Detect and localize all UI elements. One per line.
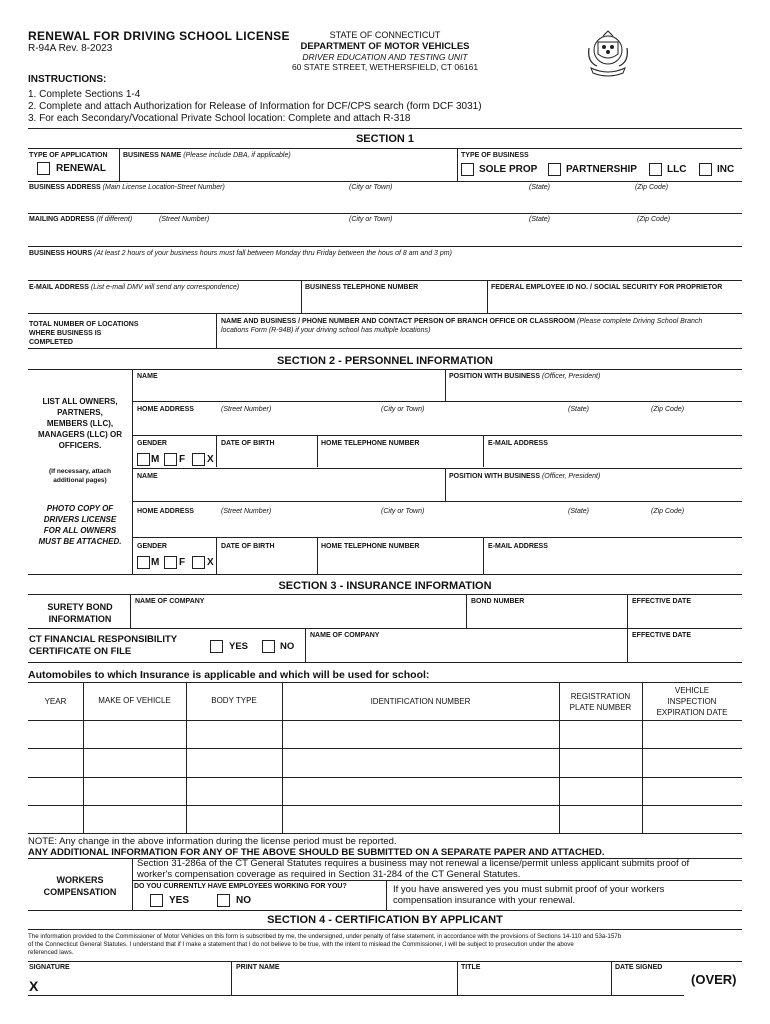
business-address-label: BUSINESS ADDRESS (Main License Location-Street Number) xyxy=(29,184,225,191)
person2-dob-input[interactable] xyxy=(219,553,315,571)
partnership-label: PARTNERSHIP xyxy=(566,164,637,175)
business-city-label: (City or Town) xyxy=(349,184,393,191)
person2-position-label: POSITION WITH BUSINESS (Officer, President) xyxy=(449,473,601,480)
person2-gender-x-label: X xyxy=(207,557,214,568)
col-year: YEAR xyxy=(44,697,67,706)
fein-label: FEDERAL EMPLOYEE ID NO. / SOCIAL SECURITY FOR PROPRIETOR xyxy=(491,284,723,291)
section-2-title: SECTION 2 - PERSONNEL INFORMATION xyxy=(277,355,493,367)
employees-question: DO YOU CURRENTLY HAVE EMPLOYEES WORKING FOR YOU? xyxy=(134,883,347,890)
form-title: RENEWAL FOR DRIVING SCHOOL LICENSE xyxy=(28,29,290,43)
llc-label: LLC xyxy=(667,164,687,175)
instruction-item: 2. Complete and attach Authorization for Release of Information for DCF/CPS search (form DCF 3031) xyxy=(28,101,482,112)
person2-gender-f-checkbox[interactable] xyxy=(164,556,177,569)
vehicle-row[interactable] xyxy=(28,749,742,777)
print-name-label: PRINT NAME xyxy=(236,964,280,971)
person2-phone-label: HOME TELEPHONE NUMBER xyxy=(321,543,420,550)
mailing-address-label: MAILING ADDRESS (If different) xyxy=(29,216,133,223)
business-state-label: (State) xyxy=(529,184,551,191)
ct-financial-company-input[interactable] xyxy=(307,642,625,660)
person2-gender-m-checkbox[interactable] xyxy=(137,556,150,569)
mailing-state-label: (State) xyxy=(529,216,551,223)
person2-street-label: (Street Number) xyxy=(221,508,272,515)
branch-info-label: NAME AND BUSINESS / PHONE NUMBER AND CONTACT PERSON OF BRANCH OFFICE OR CLASSROOM (Please complete Driving School Branch locations Form (R-94B) if your driving school has multiple locations) xyxy=(221,318,703,334)
surety-effective-date-input[interactable] xyxy=(629,608,741,626)
employees-yes-label: YES xyxy=(169,895,190,906)
person1-email-label: E-MAIL ADDRESS xyxy=(488,440,548,447)
sole-prop-checkbox[interactable] xyxy=(461,163,474,176)
state-seal-icon xyxy=(583,28,633,80)
section-3-title: SECTION 3 - INSURANCE INFORMATION xyxy=(278,580,492,592)
type-of-application-label: TYPE OF APPLICATION xyxy=(29,152,108,159)
surety-company-label: NAME OF COMPANY xyxy=(135,598,205,605)
signature-input[interactable] xyxy=(45,974,228,994)
vehicle-row[interactable] xyxy=(28,806,742,833)
mailing-street-label: (Street Number) xyxy=(159,216,210,223)
business-phone-label: BUSINESS TELEPHONE NUMBER xyxy=(305,284,419,291)
automobiles-heading: Automobiles to which Insurance is applicable and which will be used for school: xyxy=(28,669,430,681)
surety-bond-label: SURETY BOND INFORMATION xyxy=(47,602,113,624)
col-vin: IDENTIFICATION NUMBER xyxy=(370,697,471,706)
statute-text: Section 31-286a of the CT General Statutes requires a business may not renewal a license/permit unless applicant submits proof of worker's compensation coverage as required in Section 31-284 of the CT General Statutes. xyxy=(137,858,690,880)
print-name-input[interactable] xyxy=(233,974,455,994)
ct-financial-no-checkbox[interactable] xyxy=(262,640,275,653)
employees-no-checkbox[interactable] xyxy=(217,894,230,907)
title-label: TITLE xyxy=(461,964,481,971)
additional-info-note: ANY ADDITIONAL INFORMATION FOR ANY OF THE ABOVE SHOULD BE SUBMITTED ON A SEPARATE PAPER AND ATTACHED. xyxy=(28,847,605,858)
business-hours-input[interactable] xyxy=(29,260,741,278)
person2-position-input[interactable] xyxy=(447,483,741,500)
person1-gender-label: GENDER xyxy=(137,440,167,447)
person1-name-input[interactable] xyxy=(134,383,443,400)
person2-gender-m-label: M xyxy=(151,557,160,568)
llc-checkbox[interactable] xyxy=(649,163,662,176)
person1-gender-x-checkbox[interactable] xyxy=(192,453,205,466)
col-make: MAKE OF VEHICLE xyxy=(98,696,171,705)
person1-gender-m-checkbox[interactable] xyxy=(137,453,150,466)
instructions-title: INSTRUCTIONS: xyxy=(28,74,107,85)
partnership-checkbox[interactable] xyxy=(548,163,561,176)
branch-info-input[interactable] xyxy=(219,336,741,347)
department-name: DEPARTMENT OF MOTOR VEHICLES xyxy=(300,41,470,52)
total-locations-label: TOTAL NUMBER OF LOCATIONS WHERE BUSINESS IS COMPLETED xyxy=(29,321,139,346)
employees-yes-checkbox[interactable] xyxy=(150,894,163,907)
person1-state-label: (State) xyxy=(568,406,590,413)
mailing-city-label: (City or Town) xyxy=(349,216,393,223)
sole-prop-label: SOLE PROP xyxy=(479,164,538,175)
date-signed-label: DATE SIGNED xyxy=(615,964,663,971)
type-of-business-label: TYPE OF BUSINESS xyxy=(461,152,529,159)
business-zip-label: (Zip Code) xyxy=(635,184,669,191)
workers-comp-label: WORKERS COMPENSATION xyxy=(43,875,117,897)
email-label: E-MAIL ADDRESS (List e-mail DMV will send any correspondence) xyxy=(29,284,240,291)
person1-home-address-label: HOME ADDRESS xyxy=(137,406,194,413)
ct-financial-label: CT FINANCIAL RESPONSIBILITY CERTIFICATE ON FILE xyxy=(29,634,178,657)
person2-gender-f-label: F xyxy=(179,557,186,568)
person2-gender-label: GENDER xyxy=(137,543,167,550)
person1-gender-f-label: F xyxy=(179,454,186,465)
over-label: (OVER) xyxy=(691,972,737,987)
if-yes-text: If you have answered yes you must submit proof of your workers compensation insurance with your renewal. xyxy=(393,884,665,906)
business-phone-input[interactable] xyxy=(303,294,485,312)
person2-name-input[interactable] xyxy=(134,483,443,500)
ct-financial-effective-date-label: EFFECTIVE DATE xyxy=(632,632,691,639)
person1-dob-label: DATE OF BIRTH xyxy=(221,440,275,447)
person2-state-label: (State) xyxy=(568,508,590,515)
renewal-checkbox[interactable] xyxy=(37,162,50,175)
person2-phone-input[interactable] xyxy=(319,553,481,571)
inc-checkbox[interactable] xyxy=(699,163,712,176)
person2-home-address-label: HOME ADDRESS xyxy=(137,508,194,515)
department-address: 60 STATE STREET, WETHERSFIELD, CT 06161 xyxy=(291,62,479,72)
person1-name-label: NAME xyxy=(137,373,158,380)
person2-home-address-input[interactable] xyxy=(134,518,741,535)
person1-phone-label: HOME TELEPHONE NUMBER xyxy=(321,440,420,447)
bond-number-label: BOND NUMBER xyxy=(471,598,525,605)
vehicle-row[interactable] xyxy=(28,721,742,748)
section-4-title: SECTION 4 - CERTIFICATION BY APPLICANT xyxy=(267,914,503,926)
fein-input[interactable] xyxy=(489,294,741,312)
person1-city-label: (City or Town) xyxy=(381,406,425,413)
date-signed-input[interactable] xyxy=(613,974,683,994)
form-number: R-94A Rev. 8-2023 xyxy=(28,43,113,54)
person2-zip-label: (Zip Code) xyxy=(651,508,685,515)
person1-home-address-input[interactable] xyxy=(134,416,741,433)
bond-number-input[interactable] xyxy=(468,608,625,626)
person2-name-label: NAME xyxy=(137,473,158,480)
total-locations-input[interactable] xyxy=(150,318,212,344)
ct-financial-effective-date-input[interactable] xyxy=(629,642,741,660)
ct-financial-company-label: NAME OF COMPANY xyxy=(310,632,380,639)
unit-name: DRIVER EDUCATION AND TESTING UNIT xyxy=(302,52,468,62)
title-input[interactable] xyxy=(459,974,609,994)
person1-zip-label: (Zip Code) xyxy=(651,406,685,413)
col-inspection: VEHICLE INSPECTION EXPIRATION DATE xyxy=(656,686,728,717)
col-body: BODY TYPE xyxy=(211,696,257,705)
surety-effective-date-label: EFFECTIVE DATE xyxy=(632,598,691,605)
instruction-item: 1. Complete Sections 1-4 xyxy=(28,89,141,100)
person1-gender-m-label: M xyxy=(151,454,160,465)
person2-email-label: E-MAIL ADDRESS xyxy=(488,543,548,550)
renewal-label: RENEWAL xyxy=(56,163,106,174)
mailing-address-input[interactable] xyxy=(29,226,741,244)
person2-email-input[interactable] xyxy=(485,553,741,571)
inc-label: INC xyxy=(717,164,735,175)
signature-label: SIGNATURE xyxy=(29,964,70,971)
state-name: STATE OF CONNECTICUT xyxy=(329,30,441,40)
person2-city-label: (City or Town) xyxy=(381,508,425,515)
section-1-title: SECTION 1 xyxy=(355,133,415,145)
person1-dob-input[interactable] xyxy=(219,450,315,466)
business-name-input[interactable] xyxy=(121,160,455,180)
certification-statement: The information provided to the Commissioner of Motor Vehicles on this form is subscribed by me, the undersigned, under penalty of false statement, in accordance with the provisions of Sections 14-110 and 53a-157b of the Connecticut General Statutes. I understand that if I make a statement that I do not believe to be true, with the intent to mislead the Commissioner, I will be subject to prosecution under the above referenced laws. xyxy=(28,933,622,956)
surety-company-input[interactable] xyxy=(132,608,464,626)
if-necessary-label: (If necessary, attach additional pages) xyxy=(48,468,112,484)
person1-position-label: POSITION WITH BUSINESS (Officer, President) xyxy=(449,373,601,380)
person1-position-input[interactable] xyxy=(447,383,741,400)
person1-email-input[interactable] xyxy=(485,450,741,466)
person1-phone-input[interactable] xyxy=(319,450,481,466)
change-note: NOTE: Any change in the above information during the license period must be reported. xyxy=(28,836,397,847)
instruction-item: 3. For each Secondary/Vocational Private School location: Complete and attach R-318 xyxy=(28,113,411,124)
vehicle-row[interactable] xyxy=(28,778,742,805)
signature-x-mark: X xyxy=(29,978,39,994)
person1-gender-f-checkbox[interactable] xyxy=(164,453,177,466)
person2-gender-x-checkbox[interactable] xyxy=(192,556,205,569)
person1-street-label: (Street Number) xyxy=(221,406,272,413)
list-all-owners-label: LIST ALL OWNERS, PARTNERS, MEMBERS (LLC), MANAGERS (LLC) OR OFFICERS. xyxy=(38,397,122,450)
employees-no-label: NO xyxy=(236,895,251,906)
email-input[interactable] xyxy=(29,294,299,312)
person1-gender-x-label: X xyxy=(207,454,214,465)
ct-financial-yes-label: YES xyxy=(229,641,249,652)
business-name-label: BUSINESS NAME (Please include DBA, if applicable) xyxy=(123,152,291,159)
photo-copy-label: PHOTO COPY OF DRIVERS LICENSE FOR ALL OWNERS MUST BE ATTACHED. xyxy=(38,504,122,546)
ct-financial-no-label: NO xyxy=(280,641,295,652)
col-registration: REGISTRATION PLATE NUMBER xyxy=(569,692,632,712)
business-hours-label: BUSINESS HOURS (At least 2 hours of your business hours must fall between Monday thru Friday between the hous of 8 am and 3 pm) xyxy=(29,250,452,257)
ct-financial-yes-checkbox[interactable] xyxy=(210,640,223,653)
mailing-zip-label: (Zip Code) xyxy=(637,216,671,223)
person2-dob-label: DATE OF BIRTH xyxy=(221,543,275,550)
vehicle-table xyxy=(28,682,742,833)
business-address-input[interactable] xyxy=(29,194,741,210)
